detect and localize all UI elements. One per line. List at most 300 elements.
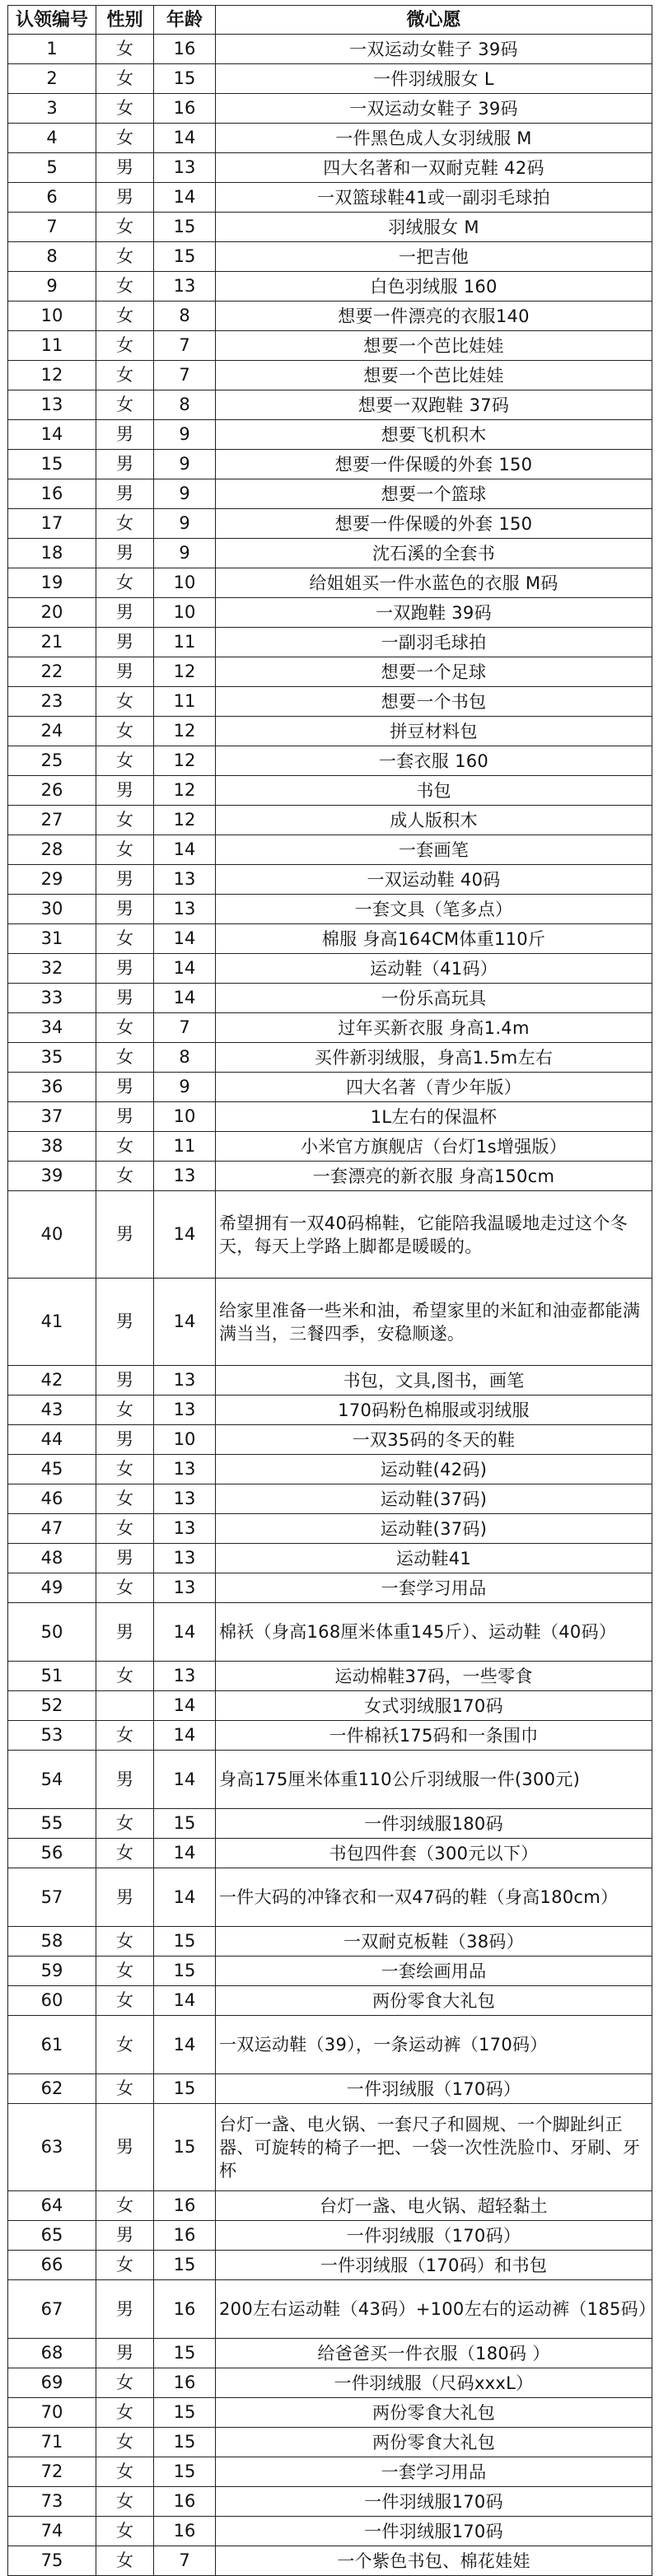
id-cell: 6 <box>8 183 96 213</box>
id-cell: 11 <box>8 331 96 361</box>
age-cell: 13 <box>154 1162 216 1191</box>
wish-cell: 沈石溪的全套书 <box>216 539 652 568</box>
wish-cell: 身高175厘米体重110公斤羽绒服一件(300元) <box>216 1751 652 1809</box>
age-cell: 7 <box>154 331 216 361</box>
sex-cell: 女 <box>96 331 154 361</box>
age-cell: 14 <box>154 1603 216 1662</box>
id-cell: 73 <box>8 2487 96 2517</box>
wish-table <box>7 5 657 2576</box>
table-row <box>8 183 652 213</box>
sex-cell: 男 <box>96 954 154 984</box>
age-cell: 15 <box>154 2398 216 2428</box>
table-row <box>8 2487 652 2517</box>
table-row <box>8 1839 652 1868</box>
age-cell: 9 <box>154 539 216 568</box>
id-cell: 41 <box>8 1279 96 1366</box>
wish-cell: 一套衣服 160 <box>216 746 652 776</box>
sex-cell: 男 <box>96 1102 154 1132</box>
age-cell: 14 <box>154 1868 216 1927</box>
id-cell: 44 <box>8 1425 96 1455</box>
table-row <box>8 539 652 568</box>
sex-cell: 女 <box>96 1957 154 1986</box>
wish-cell: 一个紫色书包、棉花娃娃 <box>216 2546 652 2576</box>
age-cell: 16 <box>154 35 216 64</box>
sex-cell: 男 <box>96 1868 154 1927</box>
wish-cell: 运动鞋（41码） <box>216 954 652 984</box>
age-cell: 15 <box>154 2339 216 2368</box>
table-row <box>8 954 652 984</box>
age-cell: 8 <box>154 302 216 331</box>
age-cell: 16 <box>154 2191 216 2221</box>
wish-cell: 台灯一盏、电火锅、一套尺子和圆规、一个脚趾纠正器、可旋转的椅子一把、一袋一次性洗脸巾、牙刷、牙杯 <box>216 2104 652 2191</box>
table-row <box>8 1484 652 1514</box>
wish-cell: 170码粉色棉服或羽绒服 <box>216 1396 652 1425</box>
wish-cell: 一件大码的冲锋衣和一双47码的鞋（身高180cm） <box>216 1868 652 1927</box>
wish-cell: 一件羽绒服180码 <box>216 1809 652 1839</box>
sex-cell: 女 <box>96 509 154 539</box>
id-cell: 26 <box>8 776 96 806</box>
sex-cell: 男 <box>96 1279 154 1366</box>
sex-cell: 女 <box>96 2191 154 2221</box>
id-cell: 69 <box>8 2368 96 2398</box>
wish-cell: 想要飞机积木 <box>216 420 652 450</box>
sex-cell: 女 <box>96 924 154 954</box>
age-cell: 14 <box>154 954 216 984</box>
age-cell: 13 <box>154 1544 216 1573</box>
table-row <box>8 1366 652 1396</box>
sex-cell: 女 <box>96 64 154 94</box>
table-row <box>8 2546 652 2576</box>
id-cell: 24 <box>8 717 96 746</box>
wish-cell: 运动鞋(37码) <box>216 1514 652 1544</box>
id-cell: 50 <box>8 1603 96 1662</box>
sex-cell: 女 <box>96 2546 154 2576</box>
wish-cell: 书包 <box>216 776 652 806</box>
table-row <box>8 746 652 776</box>
table-row <box>8 776 652 806</box>
age-cell: 16 <box>154 2368 216 2398</box>
id-cell: 10 <box>8 302 96 331</box>
id-cell: 45 <box>8 1455 96 1484</box>
age-cell: 14 <box>154 1986 216 2016</box>
sex-cell: 男 <box>96 1366 154 1396</box>
age-cell: 7 <box>154 1013 216 1043</box>
sex-cell: 男 <box>96 1751 154 1809</box>
column-header-age: 年龄 <box>154 6 216 35</box>
wish-cell: 一件羽绒服（170码）和书包 <box>216 2251 652 2280</box>
table-row <box>8 1986 652 2016</box>
age-cell: 10 <box>154 568 216 598</box>
id-cell: 2 <box>8 64 96 94</box>
wish-cell: 四大名著和一双耐克鞋 42码 <box>216 153 652 183</box>
id-cell: 63 <box>8 2104 96 2191</box>
wish-cell: 1L左右的保温杯 <box>216 1102 652 1132</box>
table-row <box>8 1132 652 1162</box>
wish-cell: 台灯一盏、电火锅、超轻黏土 <box>216 2191 652 2221</box>
wish-cell: 一双篮球鞋41或一副羽毛球拍 <box>216 183 652 213</box>
wish-cell: 想要一个芭比娃娃 <box>216 331 652 361</box>
sex-cell: 男 <box>96 895 154 924</box>
table-row <box>8 2339 652 2368</box>
table-row <box>8 479 652 509</box>
sex-cell: 男 <box>96 1544 154 1573</box>
table-row <box>8 1043 652 1073</box>
age-cell: 16 <box>154 2517 216 2546</box>
id-cell: 4 <box>8 124 96 153</box>
wish-cell: 一双耐克板鞋（38码） <box>216 1927 652 1957</box>
sex-cell: 女 <box>96 1484 154 1514</box>
table-row <box>8 242 652 272</box>
wish-cell: 运动棉鞋37码，一些零食 <box>216 1662 652 1691</box>
id-cell: 31 <box>8 924 96 954</box>
wish-cell: 一份乐高玩具 <box>216 984 652 1013</box>
id-cell: 52 <box>8 1691 96 1721</box>
table-row <box>8 509 652 539</box>
table-row <box>8 1809 652 1839</box>
age-cell: 11 <box>154 1132 216 1162</box>
sex-cell: 女 <box>96 2487 154 2517</box>
table-row <box>8 717 652 746</box>
age-cell: 15 <box>154 1927 216 1957</box>
age-cell: 15 <box>154 2104 216 2191</box>
id-cell: 54 <box>8 1751 96 1809</box>
age-cell: 13 <box>154 1514 216 1544</box>
id-cell: 7 <box>8 213 96 242</box>
table-row <box>8 1927 652 1957</box>
table-row <box>8 628 652 657</box>
wish-cell: 一件羽绒服（170码） <box>216 2221 652 2251</box>
table-row <box>8 1455 652 1484</box>
id-cell: 55 <box>8 1809 96 1839</box>
table-row <box>8 2428 652 2457</box>
id-cell: 65 <box>8 2221 96 2251</box>
table-row <box>8 806 652 835</box>
sex-cell: 男 <box>96 984 154 1013</box>
id-cell: 75 <box>8 2546 96 2576</box>
id-cell: 18 <box>8 539 96 568</box>
wish-cell: 白色羽绒服 160 <box>216 272 652 302</box>
wish-cell: 想要一个篮球 <box>216 479 652 509</box>
age-cell: 12 <box>154 776 216 806</box>
sex-cell: 男 <box>96 1073 154 1102</box>
age-cell: 13 <box>154 895 216 924</box>
wish-cell: 羽绒服女 M <box>216 213 652 242</box>
table-row <box>8 1603 652 1662</box>
sex-cell: 女 <box>96 94 154 124</box>
sex-cell: 女 <box>96 1132 154 1162</box>
wish-cell: 给姐姐买一件水蓝色的衣服 M码 <box>216 568 652 598</box>
age-cell: 16 <box>154 94 216 124</box>
table-row <box>8 1102 652 1132</box>
id-cell: 16 <box>8 479 96 509</box>
wish-cell: 想要一个芭比娃娃 <box>216 361 652 390</box>
sex-cell: 女 <box>96 390 154 420</box>
age-cell: 14 <box>154 1691 216 1721</box>
table-row <box>8 1396 652 1425</box>
column-header-wish: 微心愿 <box>216 6 652 35</box>
age-cell: 9 <box>154 1073 216 1102</box>
wish-cell: 想要一个书包 <box>216 687 652 717</box>
sex-cell: 男 <box>96 2280 154 2339</box>
column-header-id: 认领编号 <box>8 6 96 35</box>
id-cell: 25 <box>8 746 96 776</box>
age-cell: 14 <box>154 835 216 865</box>
sex-cell: 女 <box>96 2251 154 2280</box>
sex-cell <box>96 1691 154 1721</box>
age-cell: 14 <box>154 1839 216 1868</box>
sex-cell: 女 <box>96 2428 154 2457</box>
wish-cell: 过年买新衣服 身高1.4m <box>216 1013 652 1043</box>
id-cell: 12 <box>8 361 96 390</box>
table-row <box>8 835 652 865</box>
table-row <box>8 1191 652 1279</box>
sex-cell: 女 <box>96 1043 154 1073</box>
wish-cell: 一件羽绒服（170码） <box>216 2074 652 2104</box>
wish-cell: 一件黑色成人女羽绒服 M <box>216 124 652 153</box>
wish-cell: 想要一件保暖的外套 150 <box>216 450 652 479</box>
wish-cell: 一件羽绒服（尺码xxxL） <box>216 2368 652 2398</box>
sex-cell: 女 <box>96 1809 154 1839</box>
sex-cell: 男 <box>96 598 154 628</box>
age-cell: 10 <box>154 598 216 628</box>
sex-cell: 女 <box>96 835 154 865</box>
table-row <box>8 35 652 64</box>
wish-cell: 给家里准备一些米和油，希望家里的米缸和油壶都能满满当当，三餐四季，安稳顺遂。 <box>216 1279 652 1366</box>
wish-cell: 一套画笔 <box>216 835 652 865</box>
id-cell: 47 <box>8 1514 96 1544</box>
wish-cell: 棉袄（身高168厘米体重145斤）、运动鞋（40码） <box>216 1603 652 1662</box>
id-cell: 40 <box>8 1191 96 1279</box>
sex-cell: 女 <box>96 2517 154 2546</box>
age-cell: 15 <box>154 242 216 272</box>
id-cell: 20 <box>8 598 96 628</box>
table-row <box>8 213 652 242</box>
age-cell: 11 <box>154 628 216 657</box>
age-cell: 13 <box>154 1455 216 1484</box>
wish-cell: 拼豆材料包 <box>216 717 652 746</box>
sex-cell: 男 <box>96 628 154 657</box>
age-cell: 14 <box>154 1751 216 1809</box>
id-cell: 49 <box>8 1573 96 1603</box>
id-cell: 46 <box>8 1484 96 1514</box>
id-cell: 27 <box>8 806 96 835</box>
table-row <box>8 2398 652 2428</box>
wish-cell: 一套学习用品 <box>216 2457 652 2487</box>
sex-cell: 女 <box>96 2398 154 2428</box>
sex-cell: 男 <box>96 479 154 509</box>
id-cell: 53 <box>8 1721 96 1751</box>
sex-cell: 女 <box>96 2016 154 2074</box>
id-cell: 3 <box>8 94 96 124</box>
sex-cell: 女 <box>96 687 154 717</box>
age-cell: 13 <box>154 1396 216 1425</box>
id-cell: 48 <box>8 1544 96 1573</box>
sex-cell: 女 <box>96 2457 154 2487</box>
age-cell: 10 <box>154 1102 216 1132</box>
age-cell: 13 <box>154 153 216 183</box>
age-cell: 13 <box>154 865 216 895</box>
wish-cell: 200左右运动鞋（43码）+100左右的运动裤（185码） <box>216 2280 652 2339</box>
sex-cell: 女 <box>96 2074 154 2104</box>
wish-cell: 一双运动女鞋子 39码 <box>216 35 652 64</box>
header-row <box>8 6 652 35</box>
table-row <box>8 2517 652 2546</box>
wish-cell: 两份零食大礼包 <box>216 2398 652 2428</box>
sex-cell: 女 <box>96 1573 154 1603</box>
id-cell: 74 <box>8 2517 96 2546</box>
sex-cell: 女 <box>96 2368 154 2398</box>
wish-cell: 一套漂亮的新衣服 身高150cm <box>216 1162 652 1191</box>
wish-cell: 书包，文具,图书，画笔 <box>216 1366 652 1396</box>
table-row <box>8 450 652 479</box>
id-cell: 36 <box>8 1073 96 1102</box>
wish-cell: 一双运动女鞋子 39码 <box>216 94 652 124</box>
table-row <box>8 272 652 302</box>
table-row <box>8 2457 652 2487</box>
sex-cell: 男 <box>96 776 154 806</box>
wish-cell: 棉服 身高164CM体重110斤 <box>216 924 652 954</box>
age-cell: 9 <box>154 450 216 479</box>
id-cell: 37 <box>8 1102 96 1132</box>
sex-cell: 女 <box>96 717 154 746</box>
age-cell: 9 <box>154 509 216 539</box>
id-cell: 64 <box>8 2191 96 2221</box>
table-row <box>8 895 652 924</box>
id-cell: 9 <box>8 272 96 302</box>
age-cell: 13 <box>154 1484 216 1514</box>
table-row <box>8 1957 652 1986</box>
sex-cell: 男 <box>96 2339 154 2368</box>
table-row <box>8 124 652 153</box>
age-cell: 14 <box>154 1721 216 1751</box>
sex-cell: 女 <box>96 1162 154 1191</box>
sex-cell: 女 <box>96 568 154 598</box>
age-cell: 14 <box>154 984 216 1013</box>
sex-cell: 女 <box>96 1986 154 2016</box>
table-row <box>8 687 652 717</box>
age-cell: 15 <box>154 1957 216 1986</box>
table-row <box>8 1751 652 1809</box>
id-cell: 5 <box>8 153 96 183</box>
age-cell: 13 <box>154 272 216 302</box>
id-cell: 17 <box>8 509 96 539</box>
sex-cell: 女 <box>96 1396 154 1425</box>
sex-cell: 男 <box>96 153 154 183</box>
table-row <box>8 865 652 895</box>
id-cell: 51 <box>8 1662 96 1691</box>
id-cell: 19 <box>8 568 96 598</box>
age-cell: 12 <box>154 657 216 687</box>
age-cell: 9 <box>154 420 216 450</box>
sex-cell: 男 <box>96 2104 154 2191</box>
sex-cell: 男 <box>96 657 154 687</box>
sex-cell: 男 <box>96 1191 154 1279</box>
sex-cell: 女 <box>96 361 154 390</box>
age-cell: 8 <box>154 390 216 420</box>
table-row <box>8 1868 652 1927</box>
wish-cell: 成人版积木 <box>216 806 652 835</box>
wish-cell: 想要一双跑鞋 37码 <box>216 390 652 420</box>
age-cell: 7 <box>154 2546 216 2576</box>
table-row <box>8 1662 652 1691</box>
id-cell: 43 <box>8 1396 96 1425</box>
wish-cell: 一件羽绒服170码 <box>216 2517 652 2546</box>
age-cell: 14 <box>154 183 216 213</box>
sex-cell: 女 <box>96 1514 154 1544</box>
age-cell: 14 <box>154 1191 216 1279</box>
id-cell: 13 <box>8 390 96 420</box>
id-cell: 32 <box>8 954 96 984</box>
age-cell: 12 <box>154 746 216 776</box>
table-row <box>8 2221 652 2251</box>
id-cell: 70 <box>8 2398 96 2428</box>
table-row <box>8 302 652 331</box>
table-row <box>8 390 652 420</box>
table-row <box>8 331 652 361</box>
wish-cell: 两份零食大礼包 <box>216 2428 652 2457</box>
sex-cell: 女 <box>96 746 154 776</box>
id-cell: 35 <box>8 1043 96 1073</box>
table-row <box>8 1162 652 1191</box>
sex-cell: 女 <box>96 1662 154 1691</box>
table-row <box>8 1573 652 1603</box>
table-row <box>8 924 652 954</box>
wish-cell: 一双35码的冬天的鞋 <box>216 1425 652 1455</box>
id-cell: 62 <box>8 2074 96 2104</box>
wish-cell: 一把吉他 <box>216 242 652 272</box>
table-row <box>8 1073 652 1102</box>
table-row <box>8 153 652 183</box>
age-cell: 14 <box>154 924 216 954</box>
wish-cell: 给爸爸买一件衣服（180码 ） <box>216 2339 652 2368</box>
wish-cell: 一双运动鞋（39），一条运动裤（170码） <box>216 2016 652 2074</box>
id-cell: 58 <box>8 1927 96 1957</box>
sex-cell: 女 <box>96 35 154 64</box>
sex-cell: 女 <box>96 806 154 835</box>
sex-cell: 女 <box>96 1013 154 1043</box>
table-row <box>8 64 652 94</box>
sex-cell: 男 <box>96 450 154 479</box>
wish-cell: 买件新羽绒服，身高1.5m左右 <box>216 1043 652 1073</box>
id-cell: 61 <box>8 2016 96 2074</box>
id-cell: 71 <box>8 2428 96 2457</box>
table-row <box>8 94 652 124</box>
sex-cell: 女 <box>96 1927 154 1957</box>
age-cell: 15 <box>154 2251 216 2280</box>
id-cell: 8 <box>8 242 96 272</box>
age-cell: 14 <box>154 124 216 153</box>
id-cell: 33 <box>8 984 96 1013</box>
sex-cell: 女 <box>96 1839 154 1868</box>
id-cell: 28 <box>8 835 96 865</box>
table-row <box>8 2104 652 2191</box>
age-cell: 15 <box>154 1809 216 1839</box>
age-cell: 16 <box>154 2221 216 2251</box>
age-cell: 15 <box>154 64 216 94</box>
sex-cell: 女 <box>96 242 154 272</box>
table-row <box>8 1721 652 1751</box>
sex-cell: 女 <box>96 1455 154 1484</box>
id-cell: 34 <box>8 1013 96 1043</box>
age-cell: 15 <box>154 2074 216 2104</box>
table-row <box>8 1544 652 1573</box>
wish-cell: 一件羽绒服170码 <box>216 2487 652 2517</box>
age-cell: 8 <box>154 1043 216 1073</box>
age-cell: 9 <box>154 479 216 509</box>
age-cell: 13 <box>154 1573 216 1603</box>
wish-cell: 一双跑鞋 39码 <box>216 598 652 628</box>
id-cell: 39 <box>8 1162 96 1191</box>
